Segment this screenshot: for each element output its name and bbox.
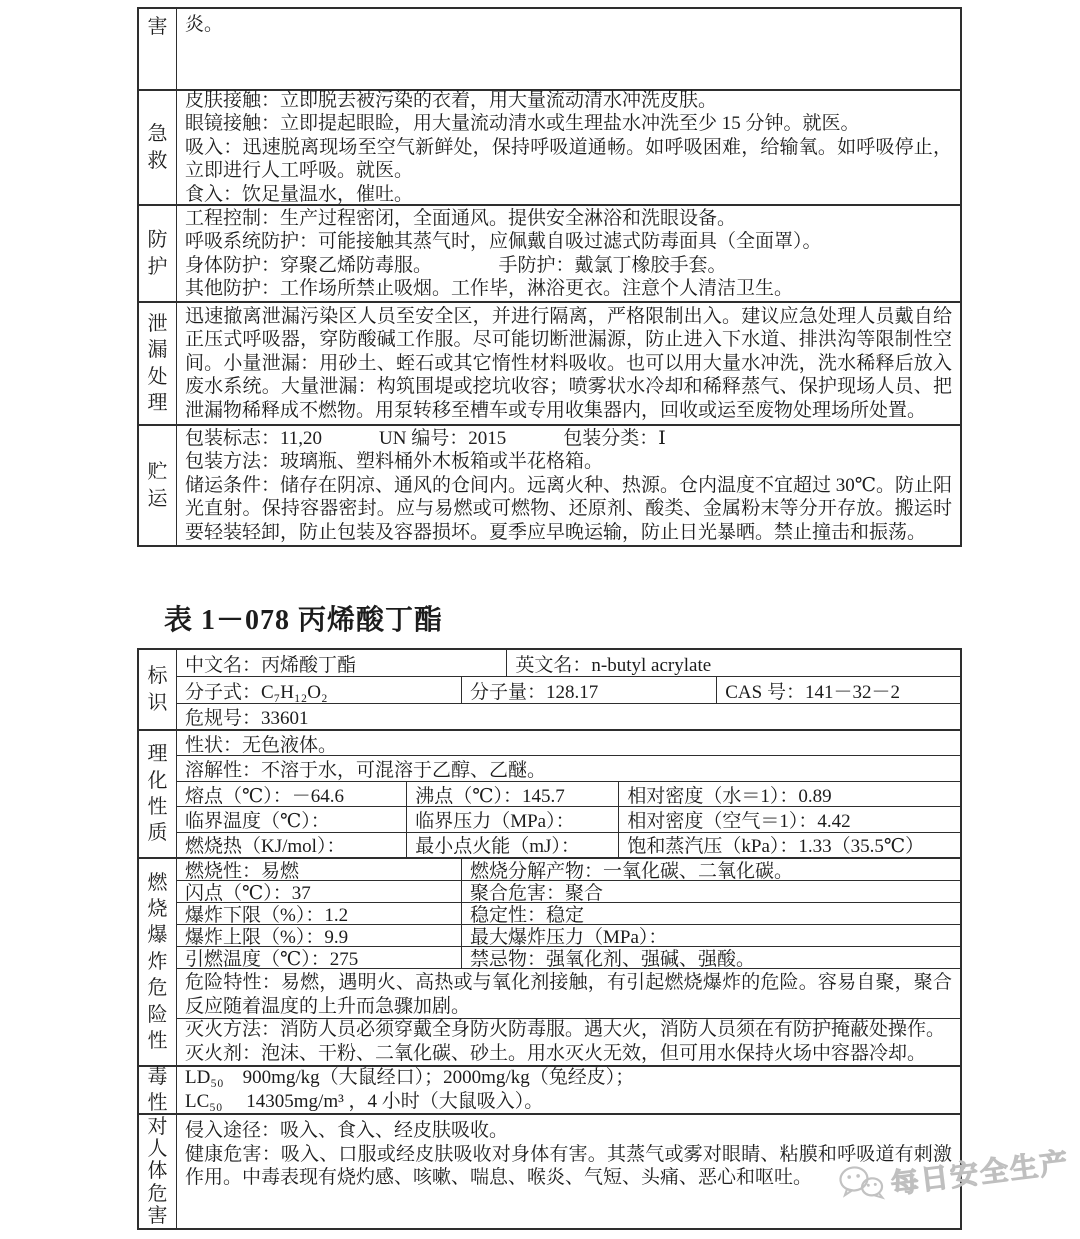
watermark-text: 每日安全生产	[889, 1147, 1072, 1200]
text-line: 包装方法：玻璃瓶、塑料桶外木板箱或半花格箱。	[185, 451, 604, 473]
cell-mol-weight: 分子量：128.17	[462, 677, 717, 703]
row-label: 贮运	[147, 461, 168, 510]
chemical-table	[137, 648, 962, 1230]
text-line: 皮肤接触：立即脱去被污染的衣着，用大量流动清水冲洗皮肤。	[185, 89, 718, 111]
table-row	[177, 903, 960, 925]
text-line: 炎。	[185, 14, 224, 35]
cell-critical-temp: 临界温度（℃）：	[177, 807, 407, 831]
text-line: 储运条件：储存在阴凉、通风的仓间内。远离火种、热源。仓内温度不宜超过 30℃。防止阳光直射。保持容器密封。应与易燃或可燃物、还原剂、酸类、金属粉末等分开存放。搬运时要轻装轻卸，防止包装及容器损坏。夏季应早晚运输，防止日光暴晒。禁止撞击和振荡。	[185, 474, 953, 543]
section-label: 标识	[147, 665, 168, 714]
section-label-cell	[139, 859, 177, 1065]
cell-density-air: 相对密度（空气＝1）：4.42	[627, 810, 851, 832]
row-protection	[139, 206, 960, 303]
row-label-cell	[139, 426, 177, 545]
row-label: 泄漏处理	[147, 312, 168, 414]
table-row	[177, 859, 960, 881]
table-title: 表 1－078 丙烯酸丁酯	[164, 605, 444, 636]
cell-min-ignition-energy: 最小点火能（mJ）：	[407, 833, 619, 857]
text-line: 吸入：迅速脱离现场至空气新鲜处，保持呼吸道通畅。如呼吸困难，给输氧。如呼吸停止，立即进行人工呼吸。就医。	[185, 136, 952, 182]
text-line: LC₅₀ 14305mg/m³ ，4 小时（大鼠吸入）。	[185, 1091, 544, 1112]
cell-flammability: 燃烧性：易燃	[177, 859, 462, 880]
cell-density-water: 相对密度（水＝1）：0.89	[627, 785, 832, 807]
table-row	[177, 807, 960, 832]
cell-explosion-lower-limit: 爆炸下限（%）：1.2	[177, 903, 462, 924]
cell-boiling-point: 沸点（℃）：145.7	[407, 782, 619, 806]
text-line: 其他防护：工作场所禁止吸烟。工作毕，淋浴更衣。注意个人清洁卫生。	[185, 278, 794, 299]
cell-hazard-characteristics	[177, 969, 960, 1018]
text-line: 灭火方法：消防人员必须穿戴全身防火防毒服。遇大火，消防人员须在有防护掩蔽处操作。	[185, 1019, 946, 1040]
text-line: 包装标志：11,20 UN 编号：2015 包装分类：Ⅰ	[185, 427, 666, 449]
section-label: 对人体危害	[147, 1115, 168, 1228]
cell-explosion-upper-limit: 爆炸上限（%）：9.9	[177, 925, 462, 946]
cell-solubility: 溶解性：不溶于水，可混溶于乙醇、乙醚。	[185, 760, 547, 781]
text-line: 灭火剂：泡沫、干粉、二氧化碳、砂土。用水灭火无效，但可用水保持火场中容器冷却。	[185, 1043, 927, 1064]
table-row	[177, 925, 960, 947]
table-row	[177, 731, 960, 756]
section-rows	[177, 650, 960, 729]
cell-danger-code: 危规号：33601	[185, 708, 309, 729]
cell-stability: 稳定性：稳定	[470, 905, 585, 924]
row-content	[177, 91, 960, 204]
section-label-cell	[139, 731, 177, 857]
row-label: 害	[147, 16, 168, 38]
table-row	[177, 969, 960, 1019]
section-label-cell	[139, 1067, 177, 1113]
section-identification	[139, 650, 960, 731]
table-row	[177, 650, 960, 677]
row-leak-handling	[139, 303, 960, 426]
section-label: 理化性质	[147, 743, 168, 845]
text-line: LD₅₀ 900mg/kg（大鼠经口）；2000mg/kg（兔经皮）；	[185, 1067, 635, 1088]
section-rows	[177, 859, 960, 1065]
section-physical-properties	[139, 731, 960, 859]
wechat-icon	[835, 1160, 888, 1211]
table-row	[177, 782, 960, 807]
table-row	[177, 704, 960, 729]
row-content	[177, 426, 960, 545]
hazard-table-continued	[137, 7, 962, 547]
cell-toxicity-values	[177, 1067, 960, 1113]
row-label: 防护	[147, 229, 168, 278]
section-label: 毒性	[147, 1065, 168, 1114]
section-label-cell	[139, 650, 177, 729]
cell-critical-pressure: 临界压力（MPa）：	[407, 807, 619, 831]
section-toxicity	[139, 1067, 960, 1115]
row-label-cell	[139, 303, 177, 424]
cell-melting-point: 熔点（℃）：－64.6	[177, 782, 407, 806]
row-content	[177, 206, 960, 301]
text-line: 食入：饮足量温水，催吐。	[185, 183, 414, 205]
table-row	[177, 756, 960, 781]
cell-formula: 分子式：C₇H₁₂O₂	[177, 677, 462, 703]
text-line: 侵入途径：吸入、食入、经皮肤吸收。	[185, 1120, 509, 1141]
cell-ignition-temp: 引燃温度（℃）：275	[177, 947, 462, 968]
table-row	[177, 833, 960, 857]
text-line: 身体防护：穿聚乙烯防毒服。 手防护：戴氯丁橡胶手套。	[185, 254, 727, 276]
table-row	[177, 1019, 960, 1065]
section-rows	[177, 1067, 960, 1113]
cell-incompatibles: 禁忌物：强氧化剂、强碱、强酸。	[470, 949, 756, 968]
table-row	[177, 881, 960, 903]
row-hazard-continued	[139, 9, 960, 91]
table-row	[177, 677, 960, 704]
section-label: 燃烧爆炸危险性	[147, 871, 168, 1052]
row-label-cell	[139, 206, 177, 301]
text-line: 危险特性：易燃，遇明火、高热或与氧化剂接触，有引起燃烧爆炸的危险。容易自聚，聚合反应随着温度的上升而急骤加剧。	[185, 972, 952, 1017]
row-label-cell	[139, 91, 177, 204]
row-label: 急救	[147, 123, 168, 172]
cell-appearance: 性状：无色液体。	[185, 734, 338, 756]
cell-en-name: 英文名：n-butyl acrylate	[515, 654, 712, 676]
cell-max-explosion-pressure: 最大爆炸压力（MPa）：	[470, 927, 668, 946]
cell-vapor-pressure: 饱和蒸汽压（kPa）：1.33（35.5℃）	[627, 836, 925, 858]
table-row	[177, 1067, 960, 1113]
cell-polymerization-hazard: 聚合危害：聚合	[470, 883, 604, 902]
text-line: 健康危害：吸入、口服或经皮肤吸收对身体有害。其蒸气或雾对眼睛、粘膜和呼吸道有刺激作用。中毒表现有烧灼感、咳嗽、喘息、喉炎、气短、头痛、恶心和呕吐。	[185, 1143, 952, 1188]
cell-combustion-heat: 燃烧热（KJ/mol）：	[177, 833, 407, 857]
row-label-cell	[139, 9, 177, 89]
table-row	[177, 947, 960, 969]
text-line: 迅速撤离泄漏污染区人员至安全区，并进行隔离，严格限制出入。建议应急处理人员戴自给正压式呼吸器，穿防酸碱工作服。尽可能切断泄漏源，防止进入下水道、排洪沟等限制性空间。小量泄漏：用砂土、蛭石或其它惰性材料吸收。也可以用大量水冲洗，洗水稀释后放入废水系统。大量泄漏：构筑围堤或挖坑收容；喷雾状水冷却和稀释蒸气、保护现场人员、把泄漏物稀释成不燃物。用泵转移至槽车或专用收集器内，回收或运至废物处理场所处置。	[185, 305, 952, 421]
cell-flash-point: 闪点（℃）：37	[177, 881, 462, 902]
row-first-aid	[139, 91, 960, 206]
cell-decomposition-products: 燃烧分解产物：一氧化碳、二氧化碳。	[470, 861, 794, 880]
cell-cn-name: 中文名：丙烯酸丁酯	[177, 650, 507, 676]
text-line: 工程控制：生产过程密闭，全面通风。提供安全淋浴和洗眼设备。	[185, 207, 737, 229]
section-rows	[177, 731, 960, 857]
row-content	[177, 9, 960, 89]
text-line: 呼吸系统防护：可能接触其蒸气时，应佩戴自吸过滤式防毒面具（全面罩）。	[185, 231, 822, 252]
row-storage-transport	[139, 426, 960, 545]
text-line: 眼镜接触：立即提起眼睑，用大量流动清水或生理盐水冲洗至少 15 分钟。就医。	[185, 113, 860, 135]
section-fire-explosion-hazard	[139, 859, 960, 1067]
section-label-cell	[139, 1115, 177, 1228]
cell-cas-number: CAS 号：141－32－2	[725, 681, 900, 703]
row-content	[177, 303, 960, 424]
cell-fire-fighting	[177, 1019, 960, 1065]
